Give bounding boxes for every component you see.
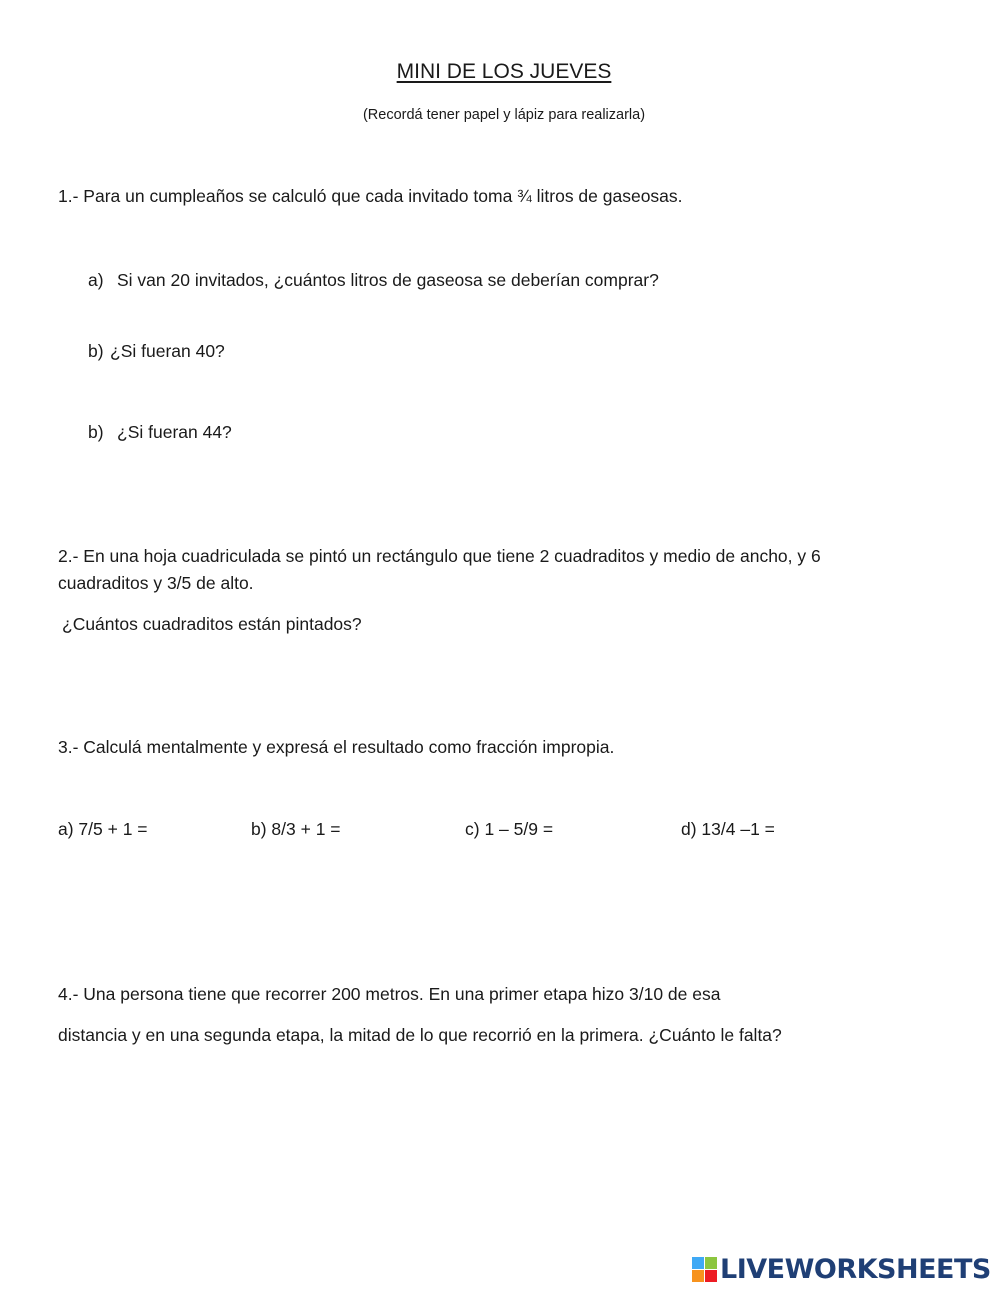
question-3d: d) 13/4 –1 = [681,819,775,839]
question-1a-label: a) [88,270,104,290]
logo-blocks-icon [692,1257,717,1282]
question-2-line-1: 2.- En una hoja cuadriculada se pintó un rectángulo que tiene 2 cuadraditos y medio de ancho, y 6 [58,546,821,566]
question-3a: a) 7/5 + 1 = [58,819,148,839]
question-2-question: ¿Cuántos cuadraditos están pintados? [62,614,362,634]
question-4-line-1: 4.- Una persona tiene que recorrer 200 metros. En una primer etapa hizo 3/10 de esa [58,984,721,1004]
question-4-line-2: distancia y en una segunda etapa, la mitad de lo que recorrió en la primera. ¿Cuánto le falta? [58,1025,782,1045]
question-2-line-2: cuadraditos y 3/5 de alto. [58,573,254,593]
question-1a-text: Si van 20 invitados, ¿cuántos litros de gaseosa se deberían comprar? [117,270,659,290]
page-title: MINI DE LOS JUEVES [396,60,612,83]
question-1b-label: b) [88,341,104,361]
question-3b: b) 8/3 + 1 = [251,819,341,839]
question-3c: c) 1 – 5/9 = [465,819,554,839]
question-1b-text: ¿Si fueran 40? [110,341,225,361]
question-1-stem: 1.- Para un cumpleaños se calculó que cada invitado toma ¾ litros de gaseosas. [58,186,683,206]
question-1c-label: b) [88,422,104,442]
question-1c-text: ¿Si fueran 44? [117,422,232,442]
logo-text: LIVEWORKSHEETS [720,1253,991,1285]
question-3-stem: 3.- Calculá mentalmente y expresá el resultado como fracción impropia. [58,737,615,757]
liveworksheets-logo [692,1253,991,1285]
page-subtitle: (Recordá tener papel y lápiz para realizarla) [362,107,646,123]
